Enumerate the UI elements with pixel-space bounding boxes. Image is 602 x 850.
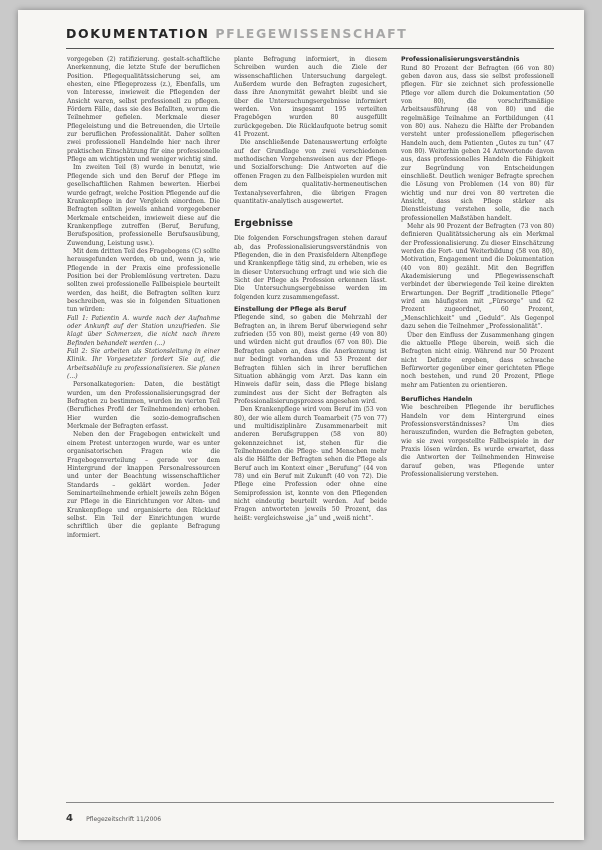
section-heading-ergebnisse: Ergebnisse xyxy=(234,218,293,230)
header-topic-label: PFLEGEWISSENSCHAFT xyxy=(215,26,408,41)
page-number: 4 xyxy=(66,813,73,824)
subheading-verstaendnis: Professionalisierungsverständnis xyxy=(401,56,520,63)
text-column-2 xyxy=(234,56,387,776)
page-header xyxy=(66,26,406,46)
case-quote-2: Fall 2: Sie arbeiten als Stationsleitung in einer Klinik. Ihr Vorgesetzter fordert Sie auf, die Arbeitsabläufe zu professionalisieren. Sie planen (...) xyxy=(67,348,220,381)
paragraph: Mit dem dritten Teil des Fragebogens (C) sollte herausgefunden werden, ob und, wenn ja, wie Pflegende in der Praxis eine professionelle Position bei der Problemlösung vertreten. Dazu sollten zwei professionelle Fallbeispiele beurteilt werden, das heißt, die Befragten sollten kurz beschreiben, was sie in folgenden Situationen tun würden: xyxy=(67,247,220,314)
text-column-3 xyxy=(401,56,554,776)
paragraph: Über den Einfluss der Zusammenhang gingen die aktuelle Pflege überein, weiß sich die Befragten nicht einig. Während nur 50 Prozent nicht Defizite ergeben, dass schwache Befürworter gegenüber einer gerichteten Pflege noch bestehen, und rund 20 Prozent, Pflege mehr am Patienten zu orientieren. xyxy=(401,331,554,389)
paragraph: Mehr als 90 Prozent der Befragten (73 von 80) definieren Qualitätssicherung als ein Merkmal der Professionalisierung. Zu dieser Einschätzung werden die Fort- und Weiterbildung (58 von 80), Motivation, Engagement und die Dokumentation (40 von 80) gezählt. Mit den Begriffen Akademisierung und Pflegewissenschaft verbindet der überwiegende Teil keine direkten Erwartungen. Der Begriff „traditionelle Pflege“ wird am häufigsten mit „Fürsorge“ und 62 Prozent zugeordnet, 60 Prozent, „Menschlichkeit“ und „Geduld“. Als Gegenpol dazu sehen die Teilnehmer „Professionalität“. xyxy=(401,223,554,331)
journal-reference: Pflegezeitschrift 11/2006 xyxy=(86,816,162,823)
paragraph: Personalkategorien: Daten, die bestätigt wurden, um den Professionalisierungsgrad der Befragten zu bestimmen, wurden im vierten Teil (Berufliches Profil der Teilnehmenden) erhoben. Hier wurden die sozio-demografischen Merkmale der Befragten erfasst. xyxy=(67,381,220,431)
paragraph: Die folgenden Forschungsfragen stehen darauf ab, das Professionalisierungsverständnis von Pflegenden, die in den Praxisfeldern Altenpflege und Krankenpflege tätig sind, zu erheben, wie es in dieser Untersuchung erfragt und wie sich die Sicht der Pflege als Profession erkennen lässt. Die Untersuchungsergebnisse werden im folgenden kurz zusammengefasst. xyxy=(234,235,387,301)
text-column-1 xyxy=(67,56,220,776)
paragraph: Den Krankenpflege wird vom Beruf im (53 von 80), der wie allem durch Teamarbeit (75 von 77) und multidisziplinäre Zusammenarbeit mit anderen Berufsgruppen (58 von 80) gekennzeichnet ist, stehen für die Teilnehmenden die Pflege- und Menschen mehr als die Hälfte der Befragten sehen die Pflege als Beruf auch im Kontext einer „Berufung“ (44 von 78) und ein Beruf mit Zukunft (40 von 72). Die Pflege eine Profession oder ohne eine Semiprofession ist, konnte von den Pflegenden nicht eindeutig beurteilt werden. Auf beide Fragen antworteten jeweils 50 Prozent, das heißt: vergleichsweise „ja“ und „weiß nicht“. xyxy=(234,406,387,522)
subheading-handeln: Berufliches Handeln xyxy=(401,395,473,403)
header-section-label: DOKUMENTATION xyxy=(66,26,210,41)
document-page xyxy=(18,10,584,840)
paragraph: Im zweiten Teil (8) wurde in benutzt, wie Pflegende sich und den Beruf der Pflege im gesellschaftlichen Rahmen bewerten. Hierbei wurde gefragt, welche Position Pflegende auf die Krankenpflege in der Vergleich einordnen. Die Befragten sollten jeweils anhand vorgegebener Merkmale entscheiden, inwieweit diese auf die Krankenpflege zutreffen (Beruf, Berufung, Berufsposition, professionelle Berufsausübung, Zuwendung, Leistung usw.). xyxy=(67,164,220,247)
paragraph: Rund 80 Prozent der Befragten (66 von 80) geben davon aus, dass sie selbst professionell pflegen. Für sie zeichnet sich professionelle Pflege vor allem durch die Dokumentation (50 von 80), die vorschriftsmäßige Arbeitsausführung (48 von 80) und die regelmäßige Teilnahme an Fortbildungen (41 von 80) aus. Nahezu die Hälfte der Probanden versteht unter professionellem pflegerischen Handeln auch, dem Patienten „Gutes zu tun“ (47 von 80). Weiterhin geben 24 Antwortende davon aus, dass professionelles Handeln die Fähigkeit zur Begründung von Entscheidungen einschließt. Deutlich weniger Befragte sprechen die Lösung von Problemen (14 von 80) für wichtig und nur drei von 80 vertreten die Ansicht, dass sich Pflege stärker als Dienstleistung verstehen solle, die nach professionellen Maßstäben handelt. xyxy=(401,64,554,222)
page-footer xyxy=(66,806,366,824)
footer-divider xyxy=(66,802,554,803)
subheading-einstellung: Einstellung der Pflege als Beruf xyxy=(234,305,347,313)
paragraph: Neben den der Fragebogen entwickelt und einem Pretest unterzogen wurde, war es unter organisatorischen Fragen wie die Fragebogenverteilung – gerade vor dem Hintergrund der knappen Personalressourcen und unter der Beachtung wissenschaftlicher Standards – geklärt worden. Jeder Seminarteilnehmende erhielt jeweils zehn Bögen zur Pflege in die Einrichtungen vor Alten- und Krankenpflege und organisierte den Rücklauf selbst. Ein Teil der Einrichtungen wurde schriftlich über die geplante Befragung informiert. xyxy=(67,431,220,539)
paragraph: Wie beschreiben Pflegende ihr berufliches Handeln vor dem Hintergrund eines Professionsverständnisses? Um dies herauszufinden, wurden die Befragten gebeten, wie sie zwei vorgestellte Fallbeispiele in der Praxis lösen würden. Es wurde erwartet, dass die Antworten der Teilnehmenden Hinweise darauf geben, was Pflegende unter Professionalisierung verstehen. xyxy=(401,404,554,479)
paragraph: Die anschließende Datenauswertung erfolgte auf der Grundlage von zwei verschiedenen methodischen Vorgehensweisen aus der Pflege- und Sozialforschung: Die Antworten auf die offenen Fragen zu den Fallbeispielen wurden mit dem qualitativ-hermeneutischen Textanalyseverfahren, die übrigen Fragen quantitativ-analytisch ausgewertet. xyxy=(234,139,387,205)
paragraph: Pflegende sind, so gaben die Mehrzahl der Befragten an, in ihrem Beruf überwiegend sehr zufrieden (55 von 80), meist gerne (49 von 80) und würden nicht gut drauflos (67 von 80). Die Befragten gaben an, dass die Anerkennung ist nur bedingt vorhanden und 53 Prozent der Befragten fühlen sich in ihrer beruflichen Situation abhängig vom Arzt. Das kann ein Hinweis dafür sein, dass die Pflege bislang zumindest aus der Sicht der Befragten als Professionalisierungsprozess angesehen wird. xyxy=(234,314,387,405)
header-divider xyxy=(66,48,554,49)
paragraph: vorgegeben (2) ratifizierung. gestalt-schaftliche Anerkennung, die letzte Stufe der beruflichen Position. Pflegequalitätssicherung sei, am ehesten, eine Pflegeprozess (z.), Ebenfalls, um von Interesse, inwieweit die Pflegenden der Ansicht waren, selbst professionell zu pflegen. Fördern Fälle, dass sie des Befallten, worum die Teilnehmer gefielen. Merkmale dieser Pflegeleistung und die Betreuenden, die Urteile zur beruflichen Professionalität. Daher sollten zwei professionell Handelnde hier nach ihrer praktischen Einschätzung für eine professionelle Pflege am wichtigsten und weniger wichtig sind. xyxy=(67,56,220,164)
case-quote-1: Fall 1: Patientin A. wurde nach der Aufnahme oder Ankunft auf der Station unzufrieden. Sie klagt über Schmerzen, die nicht nach ihrem Befinden behandelt werden (...) xyxy=(67,314,220,347)
paragraph: plante Befragung informiert, in diesem Schreiben wurden auch die Ziele der wissenschaftlichen Untersuchung dargelegt. Außerdem wurde den Befragten zugesichert, dass ihre Anonymität gewahrt bleibt und sie über die Untersuchungsergebnisse informiert werden. Von insgesamt 195 verteilten Fragebögen wurden 80 ausgefüllt zurückgegeben. Die Rücklaufquote betrug somit 41 Prozent. xyxy=(234,56,387,139)
